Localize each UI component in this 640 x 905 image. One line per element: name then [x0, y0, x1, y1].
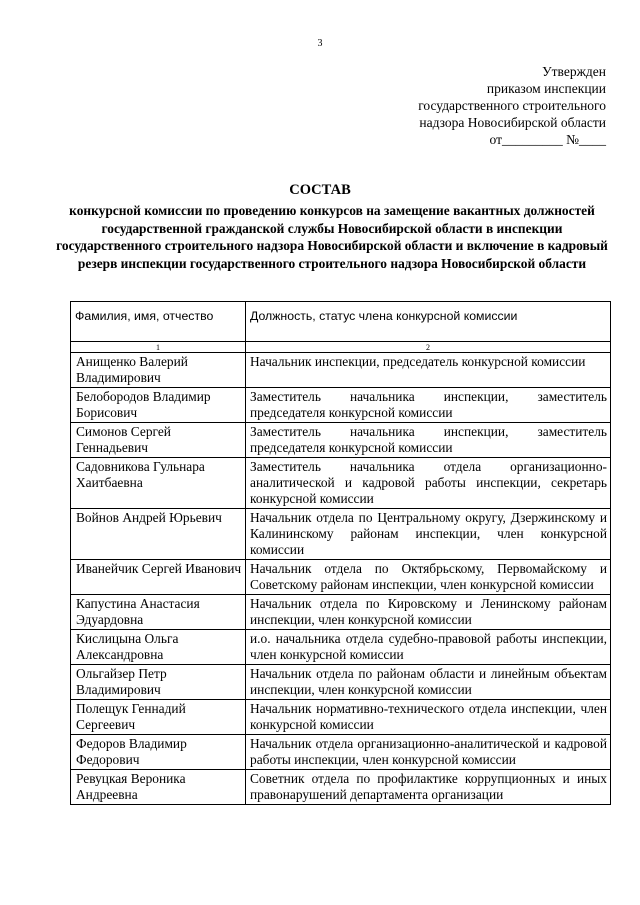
member-name: Симонов Сергей Геннадьевич [71, 423, 246, 458]
table-row [71, 665, 611, 700]
document-title: СОСТАВ [289, 182, 351, 198]
member-role: Заместитель начальника отдела организационно-аналитической и кадровой работы инспекции, секретарь конкурсной комиссии [246, 458, 611, 509]
table-row [71, 560, 611, 595]
member-role: и.о. начальника отдела судебно-правовой работы инспекции, член конкурсной комиссии [246, 630, 611, 665]
table-row [71, 700, 611, 735]
commission-members-table [70, 301, 611, 805]
column-number-1: 1 [71, 342, 246, 353]
approval-line-order: приказом инспекции [486, 81, 606, 96]
member-role: Начальник отдела по Кировскому и Ленинскому районам инспекции, член конкурсной комиссии [246, 595, 611, 630]
approval-line-date-number: от_________ №____ [489, 132, 606, 147]
table-row [71, 353, 611, 388]
table-row [71, 458, 611, 509]
approval-block [346, 63, 606, 148]
approval-line-approved: Утвержден [542, 64, 606, 79]
member-role: Начальник инспекции, председатель конкурсной комиссии [246, 353, 611, 388]
document-subtitle: конкурсной комиссии по проведению конкурсов на замещение вакантных должностей государственной гражданской службы Новосибирской области в инспекции государственного строительного надзора Новосибирской области и включение в кадровый резерв инспекции государственного строительного надзора Новосибирской области [56, 203, 608, 271]
header-position-status: Должность, статус члена конкурсной комиссии [246, 302, 611, 342]
table-row [71, 770, 611, 805]
column-number-row [71, 342, 611, 353]
header-full-name: Фамилия, имя, отчество [71, 302, 246, 342]
member-name: Иванейчик Сергей Иванович [71, 560, 246, 595]
member-name: Ревуцкая Вероника Андреевна [71, 770, 246, 805]
member-name: Ольгайзер Петр Владимирович [71, 665, 246, 700]
member-name: Садовникова Гульнара Хаитбаевна [71, 458, 246, 509]
table-row [71, 735, 611, 770]
member-role: Советник отдела по профилактике коррупционных и иных правонарушений департамента организации [246, 770, 611, 805]
member-role: Заместитель начальника инспекции, заместитель председателя конкурсной комиссии [246, 388, 611, 423]
approval-line-region: надзора Новосибирской области [419, 115, 606, 130]
member-name: Полещук Геннадий Сергеевич [71, 700, 246, 735]
table-header-row [71, 302, 611, 342]
member-name: Кислицына Ольга Александровна [71, 630, 246, 665]
table-row [71, 630, 611, 665]
member-name: Капустина Анастасия Эдуардовна [71, 595, 246, 630]
member-role: Начальник отдела организационно-аналитической и кадровой работы инспекции, член конкурсной комиссии [246, 735, 611, 770]
page-number: 3 [317, 38, 323, 49]
member-name: Анищенко Валерий Владимирович [71, 353, 246, 388]
table-row [71, 595, 611, 630]
approval-line-authority: государственного строительного [418, 98, 606, 113]
table-row [71, 388, 611, 423]
member-name: Войнов Андрей Юрьевич [71, 509, 246, 560]
member-role: Начальник отдела по Октябрьскому, Первомайскому и Советскому районам инспекции, член конкурсной комиссии [246, 560, 611, 595]
member-role: Начальник отдела по Центральному округу, Дзержинскому и Калининскому районам инспекции, член конкурсной комиссии [246, 509, 611, 560]
member-name: Федоров Владимир Федорович [71, 735, 246, 770]
member-role: Заместитель начальника инспекции, заместитель председателя конкурсной комиссии [246, 423, 611, 458]
member-name: Белобородов Владимир Борисович [71, 388, 246, 423]
table-row [71, 423, 611, 458]
member-role: Начальник нормативно-технического отдела инспекции, член конкурсной комиссии [246, 700, 611, 735]
table-row [71, 509, 611, 560]
column-number-2: 2 [246, 342, 611, 353]
member-role: Начальник отдела по районам области и линейным объектам инспекции, член конкурсной комиссии [246, 665, 611, 700]
